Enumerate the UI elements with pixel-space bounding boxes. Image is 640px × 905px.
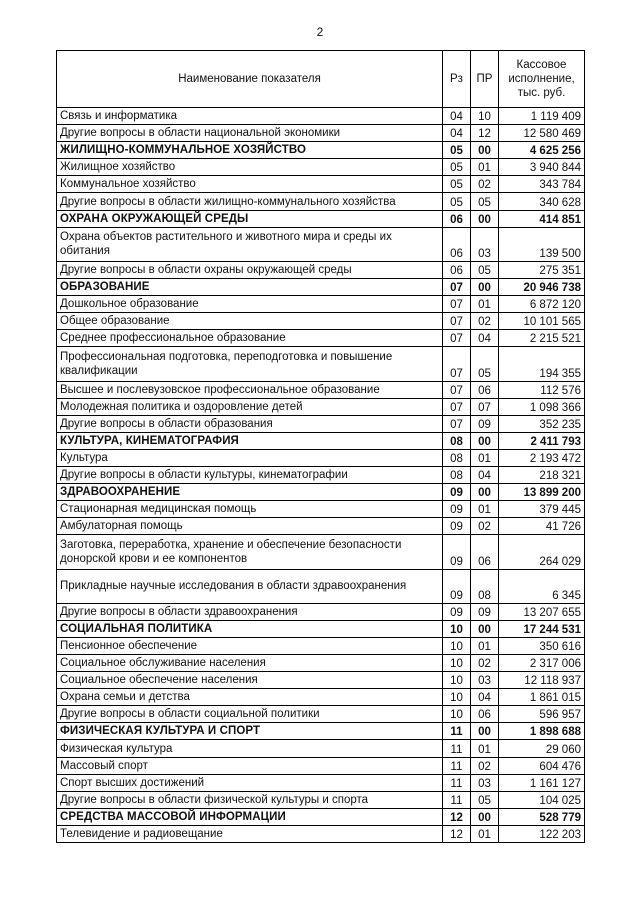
- row-amount: 275 351: [499, 261, 585, 278]
- row-rz: 04: [443, 125, 471, 142]
- row-rz: 07: [443, 313, 471, 330]
- row-rz: 10: [443, 672, 471, 689]
- section-row: [57, 278, 585, 295]
- row-rz: 09: [443, 518, 471, 535]
- row-name: Другие вопросы в области жилищно-коммунального хозяйства: [57, 193, 443, 210]
- section-row: [57, 432, 585, 449]
- row-name: Охрана объектов растительного и животного мира и среды их обитания: [57, 227, 443, 261]
- row-pr: 00: [471, 432, 499, 449]
- row-name: ОХРАНА ОКРУЖАЮЩЕЙ СРЕДЫ: [57, 210, 443, 227]
- row-rz: 10: [443, 637, 471, 654]
- row-name: Амбулаторная помощь: [57, 518, 443, 535]
- row-amount: 264 029: [499, 535, 585, 569]
- row-pr: 05: [471, 791, 499, 808]
- row-amount: 4 625 256: [499, 142, 585, 159]
- row-amount: 6 345: [499, 569, 585, 603]
- row-amount: 12 118 937: [499, 672, 585, 689]
- row-amount: 1 119 409: [499, 108, 585, 125]
- row-pr: 00: [471, 808, 499, 825]
- row-name: Молодежная политика и оздоровление детей: [57, 398, 443, 415]
- row-amount: 194 355: [499, 347, 585, 381]
- row-name: Другие вопросы в области образования: [57, 415, 443, 432]
- row-rz: 09: [443, 501, 471, 518]
- row-rz: 05: [443, 142, 471, 159]
- table-row: [57, 757, 585, 774]
- row-name: ФИЗИЧЕСКАЯ КУЛЬТУРА И СПОРТ: [57, 723, 443, 740]
- row-rz: 10: [443, 620, 471, 637]
- row-name: Коммунальное хозяйство: [57, 176, 443, 193]
- row-rz: 08: [443, 466, 471, 483]
- row-rz: 10: [443, 655, 471, 672]
- row-rz: 10: [443, 689, 471, 706]
- section-row: [57, 142, 585, 159]
- row-amount: 604 476: [499, 757, 585, 774]
- row-rz: 12: [443, 825, 471, 842]
- row-amount: 17 244 531: [499, 620, 585, 637]
- row-amount: 112 576: [499, 381, 585, 398]
- row-rz: 07: [443, 381, 471, 398]
- row-pr: 03: [471, 774, 499, 791]
- row-rz: 07: [443, 330, 471, 347]
- row-rz: 07: [443, 296, 471, 313]
- table-row: [57, 706, 585, 723]
- row-name: Другие вопросы в области здравоохранения: [57, 603, 443, 620]
- row-name: ЗДРАВООХРАНЕНИЕ: [57, 484, 443, 501]
- row-amount: 414 851: [499, 210, 585, 227]
- row-name: Стационарная медицинская помощь: [57, 501, 443, 518]
- row-pr: 01: [471, 740, 499, 757]
- row-amount: 10 101 565: [499, 313, 585, 330]
- row-amount: 139 500: [499, 227, 585, 261]
- header-amount: [499, 51, 585, 108]
- row-pr: 00: [471, 620, 499, 637]
- row-name: Спорт высших достижений: [57, 774, 443, 791]
- row-rz: 11: [443, 757, 471, 774]
- row-rz: 05: [443, 159, 471, 176]
- table-row: [57, 569, 585, 603]
- row-name: Другие вопросы в области физической культуры и спорта: [57, 791, 443, 808]
- row-pr: 00: [471, 484, 499, 501]
- row-amount: 13 899 200: [499, 484, 585, 501]
- row-name: Профессиональная подготовка, переподготовка и повышение квалификации: [57, 347, 443, 381]
- row-amount: 104 025: [499, 791, 585, 808]
- row-name: Другие вопросы в области национальной экономики: [57, 125, 443, 142]
- header-name: Наименование показателя: [57, 51, 443, 108]
- row-name: Другие вопросы в области культуры, кинематографии: [57, 466, 443, 483]
- section-row: [57, 723, 585, 740]
- row-rz: 05: [443, 176, 471, 193]
- row-name: Социальное обслуживание населения: [57, 655, 443, 672]
- row-name: Другие вопросы в области охраны окружающей среды: [57, 261, 443, 278]
- table-row: [57, 381, 585, 398]
- row-pr: 00: [471, 142, 499, 159]
- row-pr: 09: [471, 415, 499, 432]
- header-pr: ПР: [471, 51, 499, 108]
- table-body: [57, 108, 585, 843]
- row-pr: 02: [471, 518, 499, 535]
- row-name: Прикладные научные исследования в области здравоохранения: [57, 569, 443, 603]
- table-row: [57, 415, 585, 432]
- table-row: [57, 740, 585, 757]
- row-name: Массовый спорт: [57, 757, 443, 774]
- table-row: [57, 330, 585, 347]
- row-pr: 03: [471, 227, 499, 261]
- row-pr: 04: [471, 466, 499, 483]
- table-row: [57, 689, 585, 706]
- row-pr: 00: [471, 723, 499, 740]
- row-rz: 11: [443, 740, 471, 757]
- table-row: [57, 159, 585, 176]
- row-pr: 01: [471, 159, 499, 176]
- row-amount: 1 861 015: [499, 689, 585, 706]
- header-rz: Рз: [443, 51, 471, 108]
- row-rz: 05: [443, 193, 471, 210]
- row-rz: 11: [443, 774, 471, 791]
- row-amount: 352 235: [499, 415, 585, 432]
- table-row: [57, 672, 585, 689]
- row-name: Заготовка, переработка, хранение и обеспечение безопасности донорской крови и ее компонентов: [57, 535, 443, 569]
- row-rz: 11: [443, 723, 471, 740]
- row-rz: 12: [443, 808, 471, 825]
- row-pr: 01: [471, 501, 499, 518]
- row-rz: 08: [443, 449, 471, 466]
- row-pr: 12: [471, 125, 499, 142]
- row-pr: 06: [471, 381, 499, 398]
- row-rz: 06: [443, 227, 471, 261]
- row-amount: 2 317 006: [499, 655, 585, 672]
- row-amount: 2 215 521: [499, 330, 585, 347]
- row-rz: 10: [443, 706, 471, 723]
- row-name: СРЕДСТВА МАССОВОЙ ИНФОРМАЦИИ: [57, 808, 443, 825]
- row-rz: 09: [443, 569, 471, 603]
- table-row: [57, 518, 585, 535]
- row-amount: 1 098 366: [499, 398, 585, 415]
- row-rz: 09: [443, 535, 471, 569]
- row-name: Физическая культура: [57, 740, 443, 757]
- row-rz: 09: [443, 484, 471, 501]
- row-pr: 01: [471, 296, 499, 313]
- table-header-row: [57, 51, 585, 108]
- row-pr: 08: [471, 569, 499, 603]
- row-rz: 06: [443, 210, 471, 227]
- row-amount: 13 207 655: [499, 603, 585, 620]
- row-name: Телевидение и радиовещание: [57, 825, 443, 842]
- table-row: [57, 825, 585, 842]
- header-amount-line1: Кассовое: [516, 59, 567, 71]
- header-amount-line3: тыс. руб.: [517, 87, 566, 99]
- section-row: [57, 808, 585, 825]
- row-rz: 07: [443, 278, 471, 295]
- row-amount: 29 060: [499, 740, 585, 757]
- budget-execution-table: [56, 50, 585, 843]
- row-amount: 218 321: [499, 466, 585, 483]
- row-rz: 04: [443, 108, 471, 125]
- row-name: ОБРАЗОВАНИЕ: [57, 278, 443, 295]
- row-pr: 05: [471, 193, 499, 210]
- row-amount: 1 161 127: [499, 774, 585, 791]
- table-row: [57, 313, 585, 330]
- table-row: [57, 655, 585, 672]
- row-pr: 10: [471, 108, 499, 125]
- row-amount: 122 203: [499, 825, 585, 842]
- row-amount: 3 940 844: [499, 159, 585, 176]
- row-name: Социальное обеспечение населения: [57, 672, 443, 689]
- table-row: [57, 466, 585, 483]
- row-amount: 20 946 738: [499, 278, 585, 295]
- page-number: 2: [316, 25, 324, 39]
- row-pr: 00: [471, 278, 499, 295]
- row-pr: 04: [471, 689, 499, 706]
- row-amount: 41 726: [499, 518, 585, 535]
- table-row: [57, 535, 585, 569]
- row-name: Высшее и послевузовское профессиональное образование: [57, 381, 443, 398]
- row-rz: 07: [443, 415, 471, 432]
- row-pr: 02: [471, 655, 499, 672]
- row-pr: 02: [471, 313, 499, 330]
- row-amount: 596 957: [499, 706, 585, 723]
- row-name: СОЦИАЛЬНАЯ ПОЛИТИКА: [57, 620, 443, 637]
- row-name: Пенсионное обеспечение: [57, 637, 443, 654]
- row-name: Культура: [57, 449, 443, 466]
- row-pr: 05: [471, 261, 499, 278]
- header-amount-line2: исполнение,: [508, 73, 575, 85]
- row-amount: 2 193 472: [499, 449, 585, 466]
- section-row: [57, 484, 585, 501]
- row-name: ЖИЛИЩНО-КОММУНАЛЬНОЕ ХОЗЯЙСТВО: [57, 142, 443, 159]
- row-name: Охрана семьи и детства: [57, 689, 443, 706]
- table-row: [57, 125, 585, 142]
- row-amount: 340 628: [499, 193, 585, 210]
- row-name: Среднее профессиональное образование: [57, 330, 443, 347]
- table-row: [57, 774, 585, 791]
- row-pr: 02: [471, 757, 499, 774]
- row-name: Другие вопросы в области социальной политики: [57, 706, 443, 723]
- row-amount: 379 445: [499, 501, 585, 518]
- row-name: Дошкольное образование: [57, 296, 443, 313]
- row-pr: 07: [471, 398, 499, 415]
- row-amount: 1 898 688: [499, 723, 585, 740]
- row-pr: 01: [471, 637, 499, 654]
- row-pr: 00: [471, 210, 499, 227]
- table-row: [57, 347, 585, 381]
- table-row: [57, 108, 585, 125]
- table-row: [57, 261, 585, 278]
- row-pr: 06: [471, 535, 499, 569]
- row-pr: 03: [471, 672, 499, 689]
- table-row: [57, 296, 585, 313]
- row-amount: 350 616: [499, 637, 585, 654]
- section-row: [57, 210, 585, 227]
- row-pr: 09: [471, 603, 499, 620]
- row-pr: 04: [471, 330, 499, 347]
- row-name: КУЛЬТУРА, КИНЕМАТОГРАФИЯ: [57, 432, 443, 449]
- row-amount: 343 784: [499, 176, 585, 193]
- table-row: [57, 176, 585, 193]
- row-rz: 09: [443, 603, 471, 620]
- section-row: [57, 620, 585, 637]
- row-name: Жилищное хозяйство: [57, 159, 443, 176]
- table-row: [57, 501, 585, 518]
- table-row: [57, 449, 585, 466]
- row-name: Общее образование: [57, 313, 443, 330]
- row-rz: 07: [443, 398, 471, 415]
- table-row: [57, 227, 585, 261]
- table-row: [57, 398, 585, 415]
- row-amount: 2 411 793: [499, 432, 585, 449]
- row-amount: 12 580 469: [499, 125, 585, 142]
- row-amount: 528 779: [499, 808, 585, 825]
- row-pr: 02: [471, 176, 499, 193]
- row-rz: 08: [443, 432, 471, 449]
- row-rz: 06: [443, 261, 471, 278]
- row-name: Связь и информатика: [57, 108, 443, 125]
- row-rz: 07: [443, 347, 471, 381]
- row-pr: 01: [471, 825, 499, 842]
- row-pr: 01: [471, 449, 499, 466]
- row-rz: 11: [443, 791, 471, 808]
- table-row: [57, 637, 585, 654]
- table-row: [57, 193, 585, 210]
- row-amount: 6 872 120: [499, 296, 585, 313]
- row-pr: 05: [471, 347, 499, 381]
- table-row: [57, 603, 585, 620]
- row-pr: 06: [471, 706, 499, 723]
- table-row: [57, 791, 585, 808]
